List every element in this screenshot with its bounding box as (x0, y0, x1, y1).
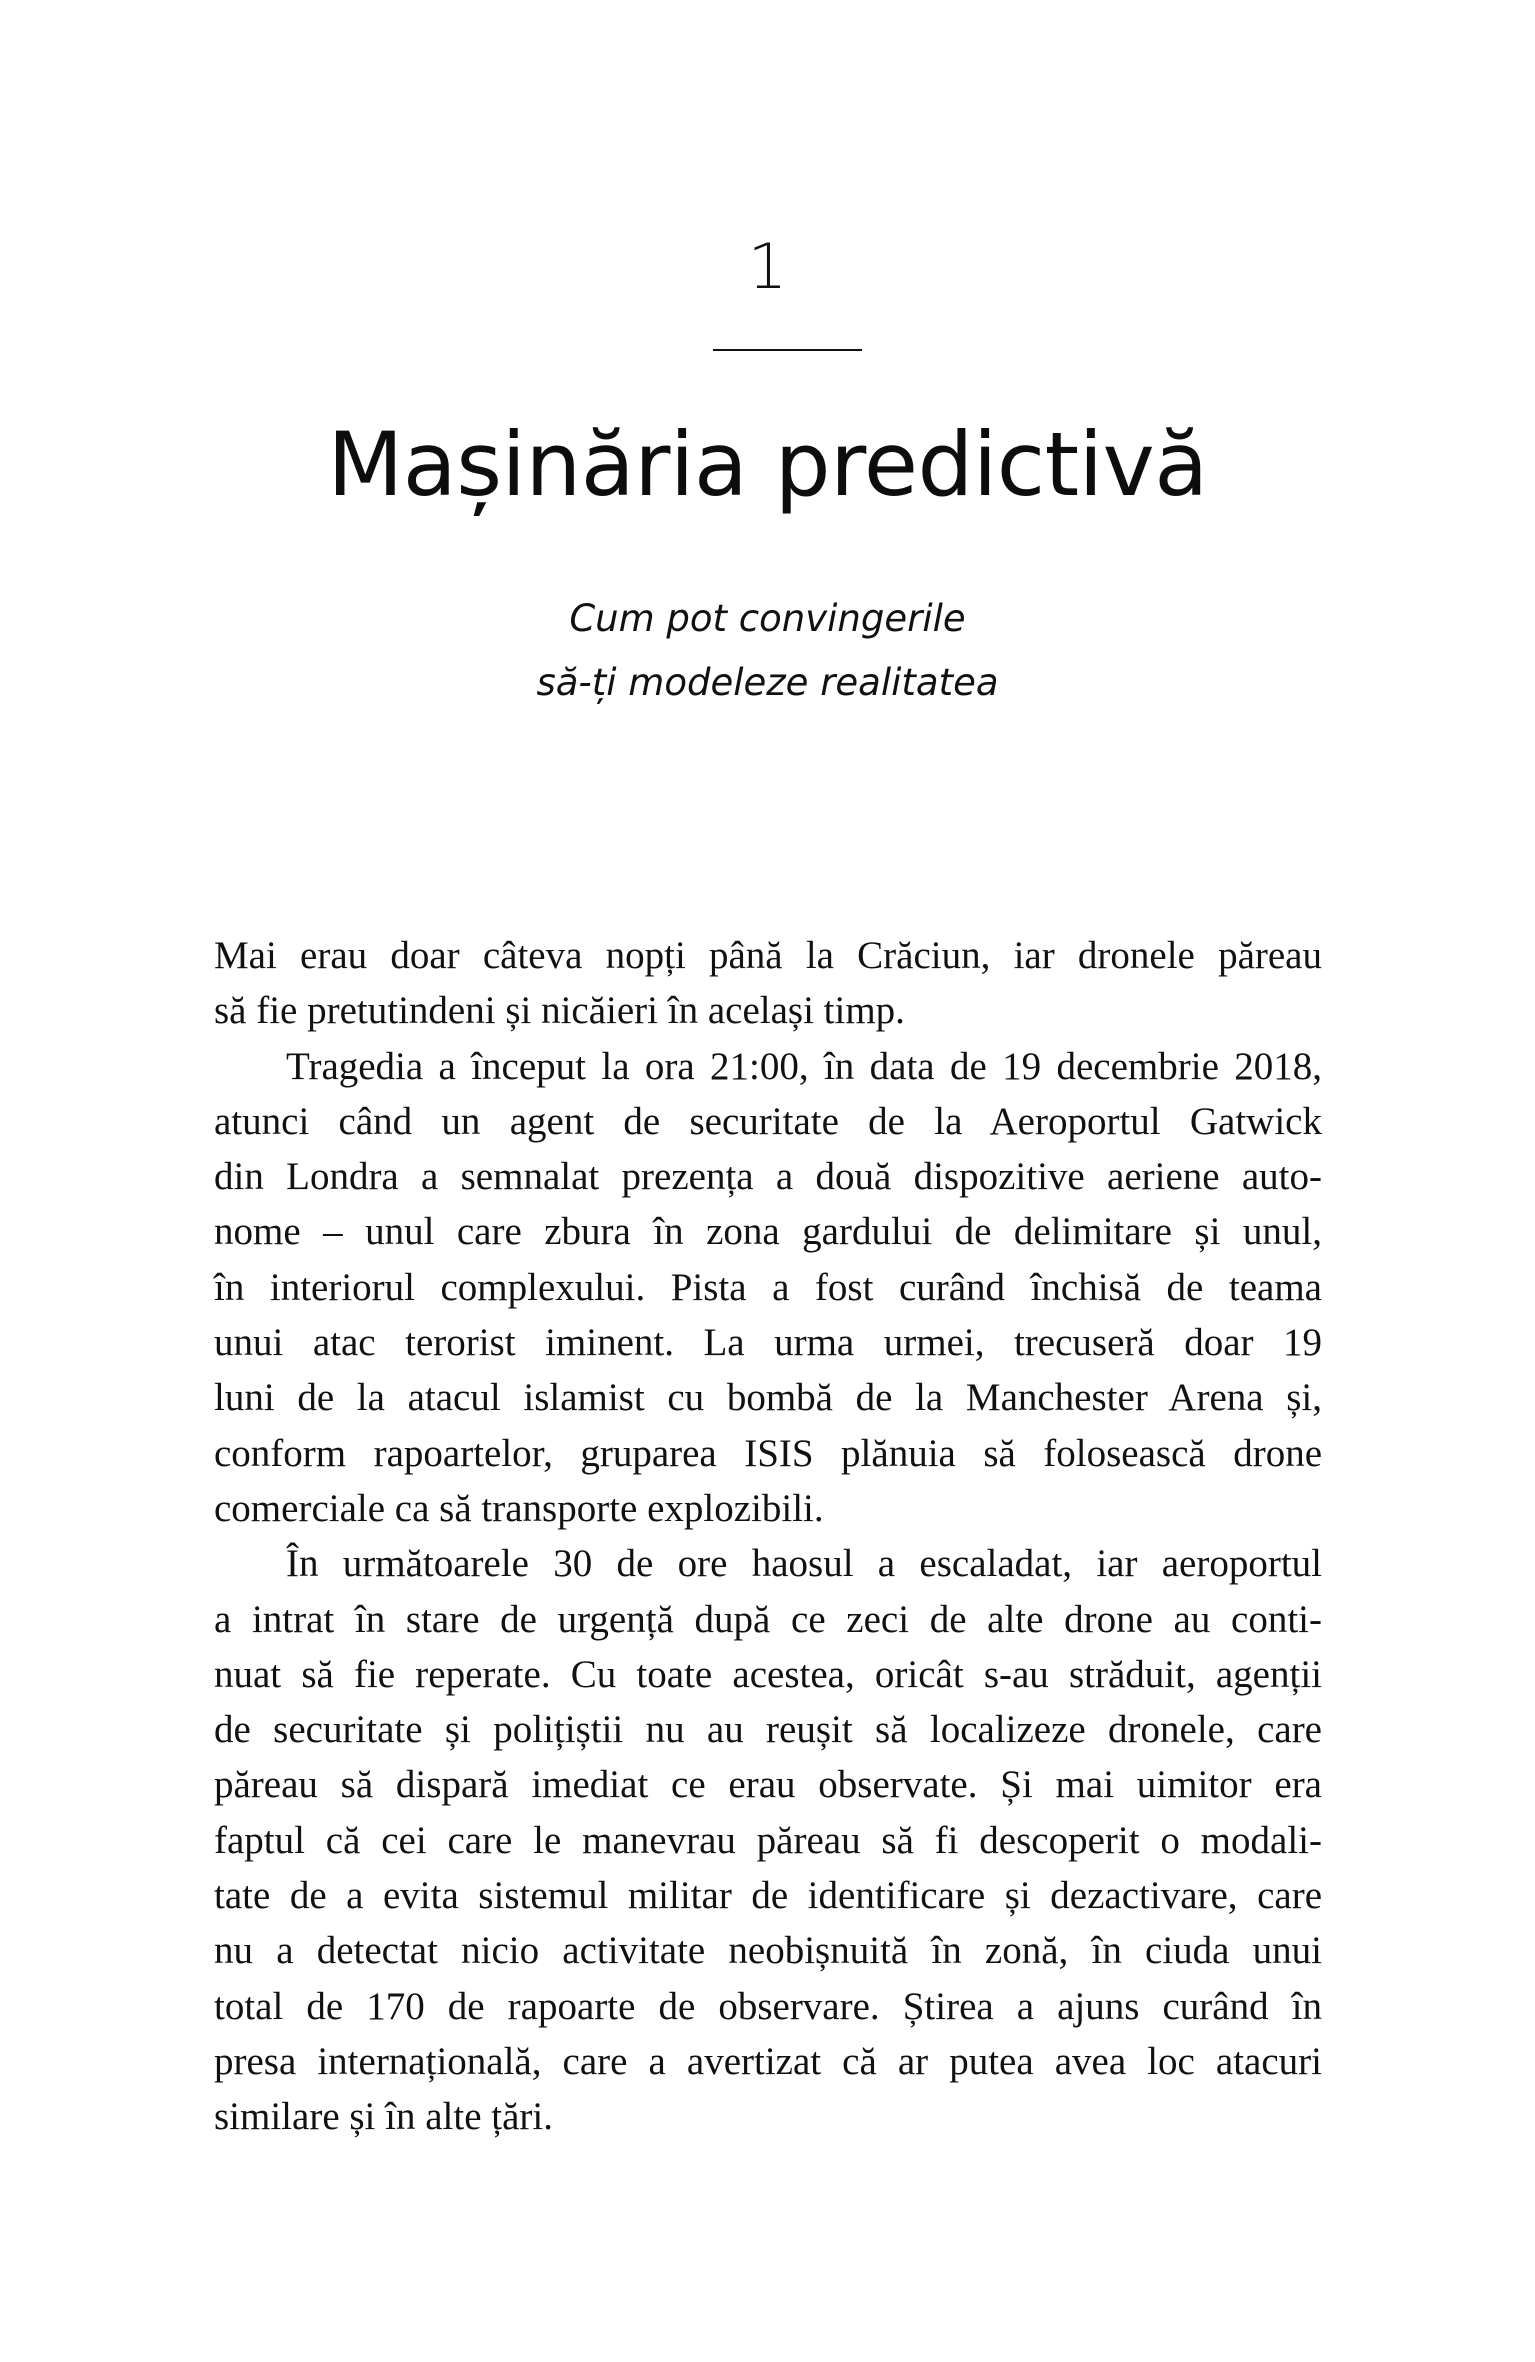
chapter-title: Mașinăria predictivă (327, 413, 1208, 516)
text-line: În următoarele 30 de ore haosul a escaladat, iar aeroportul (286, 1542, 1322, 1586)
text-line: nu a detectat nicio activitate neobișnuită în zonă, în ciuda unui (214, 1929, 1322, 1973)
text-line: atunci când un agent de securitate de la Aeroportul Gatwick (214, 1099, 1322, 1143)
paragraph (214, 1039, 1322, 1537)
text-line: Tragedia a început la ora 21:00, în data de 19 decembrie 2018, (286, 1044, 1322, 1088)
text-line: similare și în alte țări. (214, 2095, 553, 2139)
text-line: a intrat în stare de urgență după ce zeci de alte drone au conti- (214, 1597, 1322, 1641)
text-line: conform rapoartelor, gruparea ISIS plănuia să folosească drone (214, 1431, 1322, 1475)
text-line: luni de la atacul islamist cu bombă de la Manchester Arena și, (214, 1376, 1322, 1420)
paragraph (214, 1536, 1322, 2144)
text-line: nome – unul care zbura în zona gardului de delimitare și unul, (214, 1210, 1322, 1254)
text-line: să fie pretutindeni și nicăieri în același timp. (214, 989, 905, 1033)
chapter-divider-rule (713, 349, 862, 351)
text-line: presa internațională, care a avertizat că ar putea avea loc atacuri (214, 2039, 1322, 2083)
chapter-subtitle (0, 587, 1535, 715)
text-line: Mai erau doar câteva nopți până la Crăciun, iar dronele păreau (214, 934, 1322, 977)
chapter-subtitle-line: să-ți modeleze realitatea (536, 661, 999, 704)
text-line: din Londra a semnalat prezența a două dispozitive aeriene auto- (214, 1155, 1322, 1199)
text-line: tate de a evita sistemul militar de identificare și dezactivare, care (214, 1874, 1322, 1918)
text-line: în interiorul complexului. Pista a fost curând închisă de teama (214, 1265, 1322, 1309)
text-line: nuat să fie reperate. Cu toate acestea, oricât s-au străduit, agenții (214, 1652, 1322, 1696)
chapter-number: 1 (747, 230, 788, 303)
text-line: de securitate și polițiștii nu au reușit să localizeze dronele, care (214, 1708, 1322, 1752)
text-line: faptul că cei care le manevrau păreau să fi descoperit o modali- (214, 1818, 1322, 1862)
paragraph (214, 928, 1322, 1039)
text-line: păreau să dispară imediat ce erau observate. Și mai uimitor era (214, 1763, 1322, 1807)
text-line: unui atac terorist iminent. La urma urmei, trecuseră doar 19 (214, 1321, 1322, 1365)
text-line: total de 170 de rapoarte de observare. Știrea a ajuns curând în (214, 1984, 1322, 2028)
text-line: comerciale ca să transporte explozibili. (214, 1486, 824, 1530)
body-text (214, 928, 1322, 2145)
chapter-subtitle-line: Cum pot convingerile (569, 597, 966, 640)
